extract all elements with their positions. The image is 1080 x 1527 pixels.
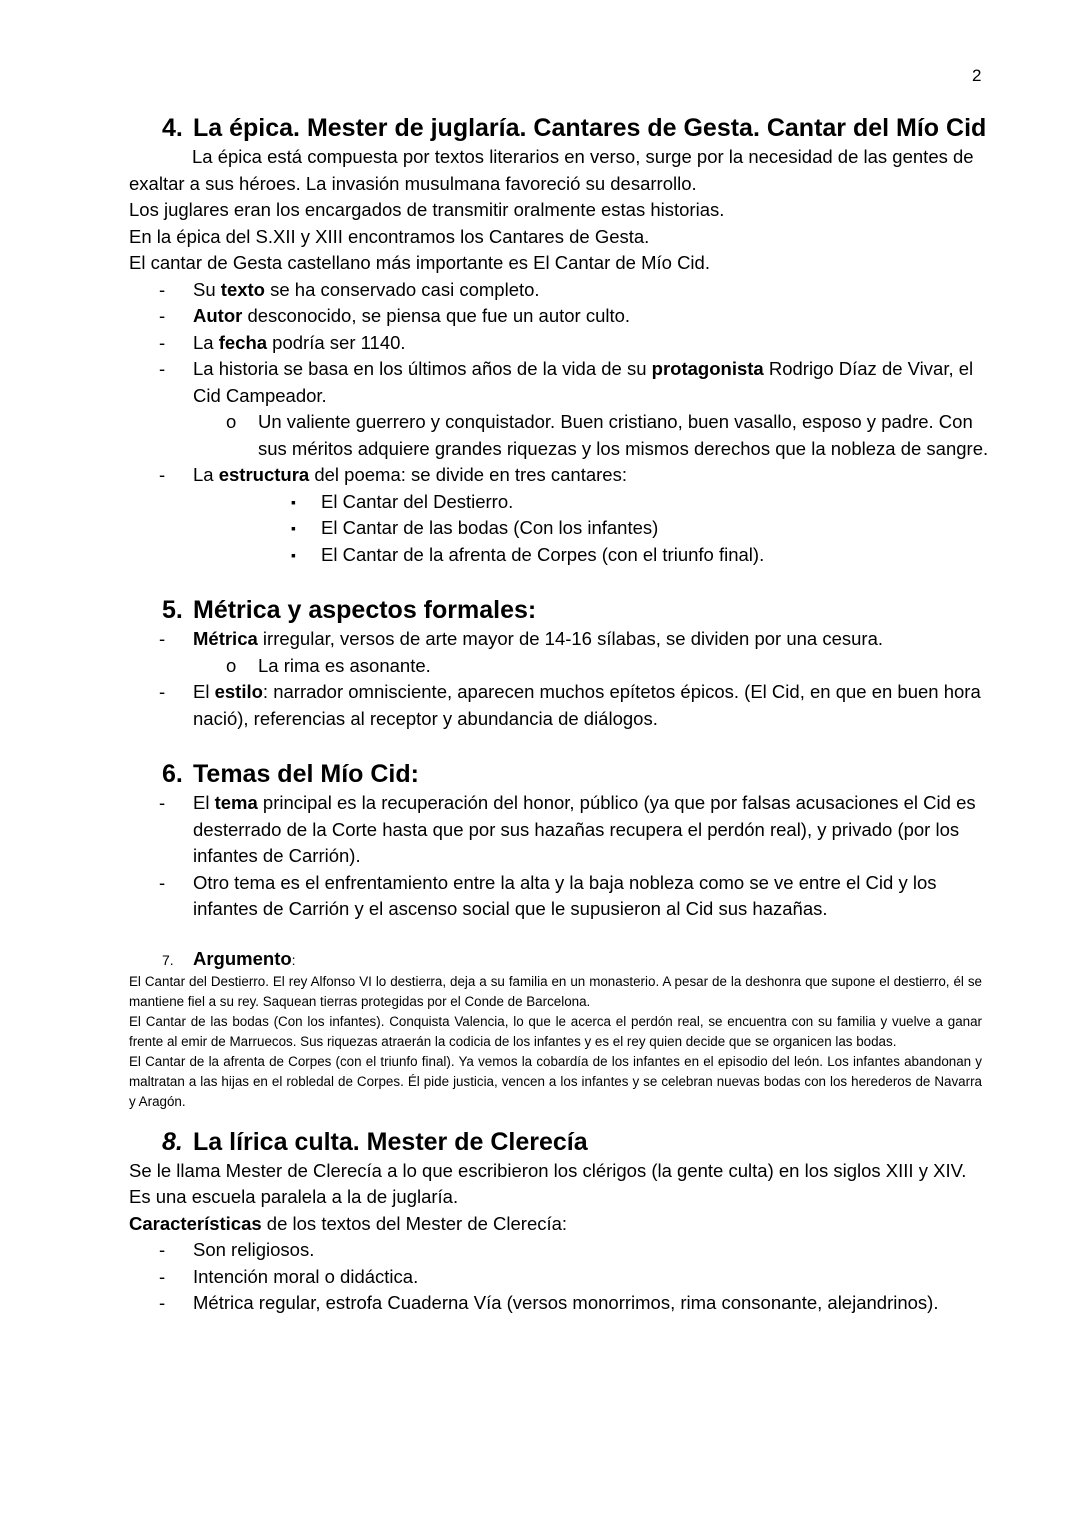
square-bullet-icon: ▪ <box>291 493 296 510</box>
dash-bullet-icon: - <box>159 1292 166 1313</box>
circle-bullet-icon: o <box>226 654 237 676</box>
square-list-item: ▪ El Cantar de las bodas (Con los infantes) <box>129 515 989 542</box>
dash-bullet-icon: - <box>159 1265 166 1287</box>
dash-bullet-icon: - <box>159 681 166 702</box>
list-item: - La historia se basa en los últimos años de la vida de su protagonista Rodrigo Díaz de Vivar, el Cid Campeador. <box>159 358 974 406</box>
paragraph: Los juglares eran los encargados de transmitir oralmente estas historias. <box>129 199 725 220</box>
square-bullet-icon: ▪ <box>291 546 296 563</box>
dash-bullet-icon: - <box>159 871 166 893</box>
list-item: - La fecha podría ser 1140. <box>129 330 989 357</box>
list-item: - El tema principal es la recuperación del honor, público (ya que por falsas acusaciones el Cid es desterrado de la Corte hasta que por sus hazañas recupera el perdón real), y privado (por los infantes de Carrión). <box>159 792 976 866</box>
circle-bullet-icon: o <box>226 411 237 432</box>
section-number: 5. <box>162 596 183 624</box>
section-title: Argumento <box>193 947 292 969</box>
list-item: - Métrica irregular, versos de arte mayor de 14-16 sílabas, se dividen por una cesura. <box>129 626 989 653</box>
section-title: Temas del Mío Cid: <box>193 760 419 788</box>
list-item: - El estilo: narrador omnisciente, aparecen muchos epítetos épicos. (El Cid, en que en buen hora nació), referencias al receptor y abundancia de diálogos. <box>159 681 981 729</box>
section-8-heading <box>129 1126 989 1158</box>
list-item: - Otro tema es el enfrentamiento entre la alta y la baja nobleza como se ve entre el Cid y los infantes de Carrión y el ascenso social que le supusieron al Cid sus hazañas. <box>159 871 937 919</box>
section-6-heading <box>129 758 989 790</box>
list-item: - Intención moral o didáctica. <box>129 1264 989 1291</box>
dash-bullet-icon: - <box>159 278 166 300</box>
sub-list-item: o Un valiente guerrero y conquistador. Buen cristiano, buen vasallo, esposo y padre. Con sus méritos adquiere grandes riquezas y los mismos derechos que la nobleza de sangre. <box>226 411 989 459</box>
section-4-heading <box>129 112 989 144</box>
list-item: - La estructura del poema: se divide en tres cantares: <box>129 462 989 489</box>
dash-bullet-icon: - <box>159 1239 166 1260</box>
list-item: - Métrica regular, estrofa Cuaderna Vía (versos monorrimos, rima consonante, alejandrinos). <box>129 1290 989 1317</box>
paragraph: La épica está compuesta por textos literarios en verso, surge por la necesidad de las gentes de exaltar a sus héroes. La invasión musulmana favoreció su desarrollo. <box>129 146 974 194</box>
list-item: - Son religiosos. <box>129 1237 989 1264</box>
paragraph: El cantar de Gesta castellano más importante es El Cantar de Mío Cid. <box>129 252 710 273</box>
paragraph: El Cantar de las bodas (Con los infantes). Conquista Valencia, lo que le acerca el perdón real, se encuentra con su familia y vuelve a ganar frente al emir de Marruecos. Sus riquezas atraerán la codicia de los infantes y es el rey quien decide que se organicen las bodas. <box>129 1013 982 1049</box>
paragraph: Se le llama Mester de Clerecía a lo que escribieron los clérigos (la gente culta) en los siglos XIII y XIV. Es una escuela paralela a la de juglaría. <box>129 1159 967 1207</box>
section-title: La lírica culta. Mester de Clerecía <box>193 1127 588 1156</box>
page-content <box>129 112 989 1317</box>
list-item: - Autor desconocido, se piensa que fue un autor culto. <box>129 303 989 330</box>
list-item: - Su texto se ha conservado casi completo. <box>129 277 989 304</box>
paragraph: En la épica del S.XII y XIII encontramos los Cantares de Gesta. <box>129 225 650 247</box>
dash-bullet-icon: - <box>159 792 166 813</box>
dash-bullet-icon: - <box>159 464 166 485</box>
section-number: 8. <box>162 1127 183 1156</box>
paragraph: Características de los textos del Mester de Clerecía: <box>129 1212 568 1234</box>
section-number: 6. <box>162 760 183 788</box>
dash-bullet-icon: - <box>159 305 166 326</box>
dash-bullet-icon: - <box>159 628 166 649</box>
dash-bullet-icon: - <box>159 358 166 379</box>
square-list-item: ▪ El Cantar de la afrenta de Corpes (con el triunfo final). <box>129 542 989 569</box>
section-7-heading: 7. Argumento: <box>129 947 989 972</box>
page-number: 2 <box>972 66 982 85</box>
sub-list-item: o La rima es asonante. <box>129 653 989 680</box>
paragraph: El Cantar del Destierro. El rey Alfonso VI lo destierra, deja a su familia en un monasterio. A pesar de la deshonra que supone el destierro, él se mantiene fiel a su rey. Saquean tierras protegidas por el Conde de Barcelona. <box>129 973 982 1009</box>
section-title: La épica. Mester de juglaría. Cantares de Gesta. Cantar del Mío Cid <box>193 114 987 142</box>
section-number: 4. <box>162 114 183 142</box>
square-list-item: ▪ El Cantar del Destierro. <box>129 489 989 516</box>
section-5-heading <box>129 594 989 626</box>
section-number: 7. <box>162 951 174 968</box>
square-bullet-icon: ▪ <box>291 520 296 536</box>
section-title: Métrica y aspectos formales: <box>193 596 537 624</box>
dash-bullet-icon: - <box>159 331 166 353</box>
paragraph: El Cantar de la afrenta de Corpes (con el triunfo final). Ya vemos la cobardía de los infantes en el episodio del león. Los infantes abandonan y maltratan a las hijas en el robledal de Corpes. Él pide justicia, vencen a los infantes y se celebran nuevas bodas con los herederos de Navarra y Aragón. <box>129 1053 982 1109</box>
